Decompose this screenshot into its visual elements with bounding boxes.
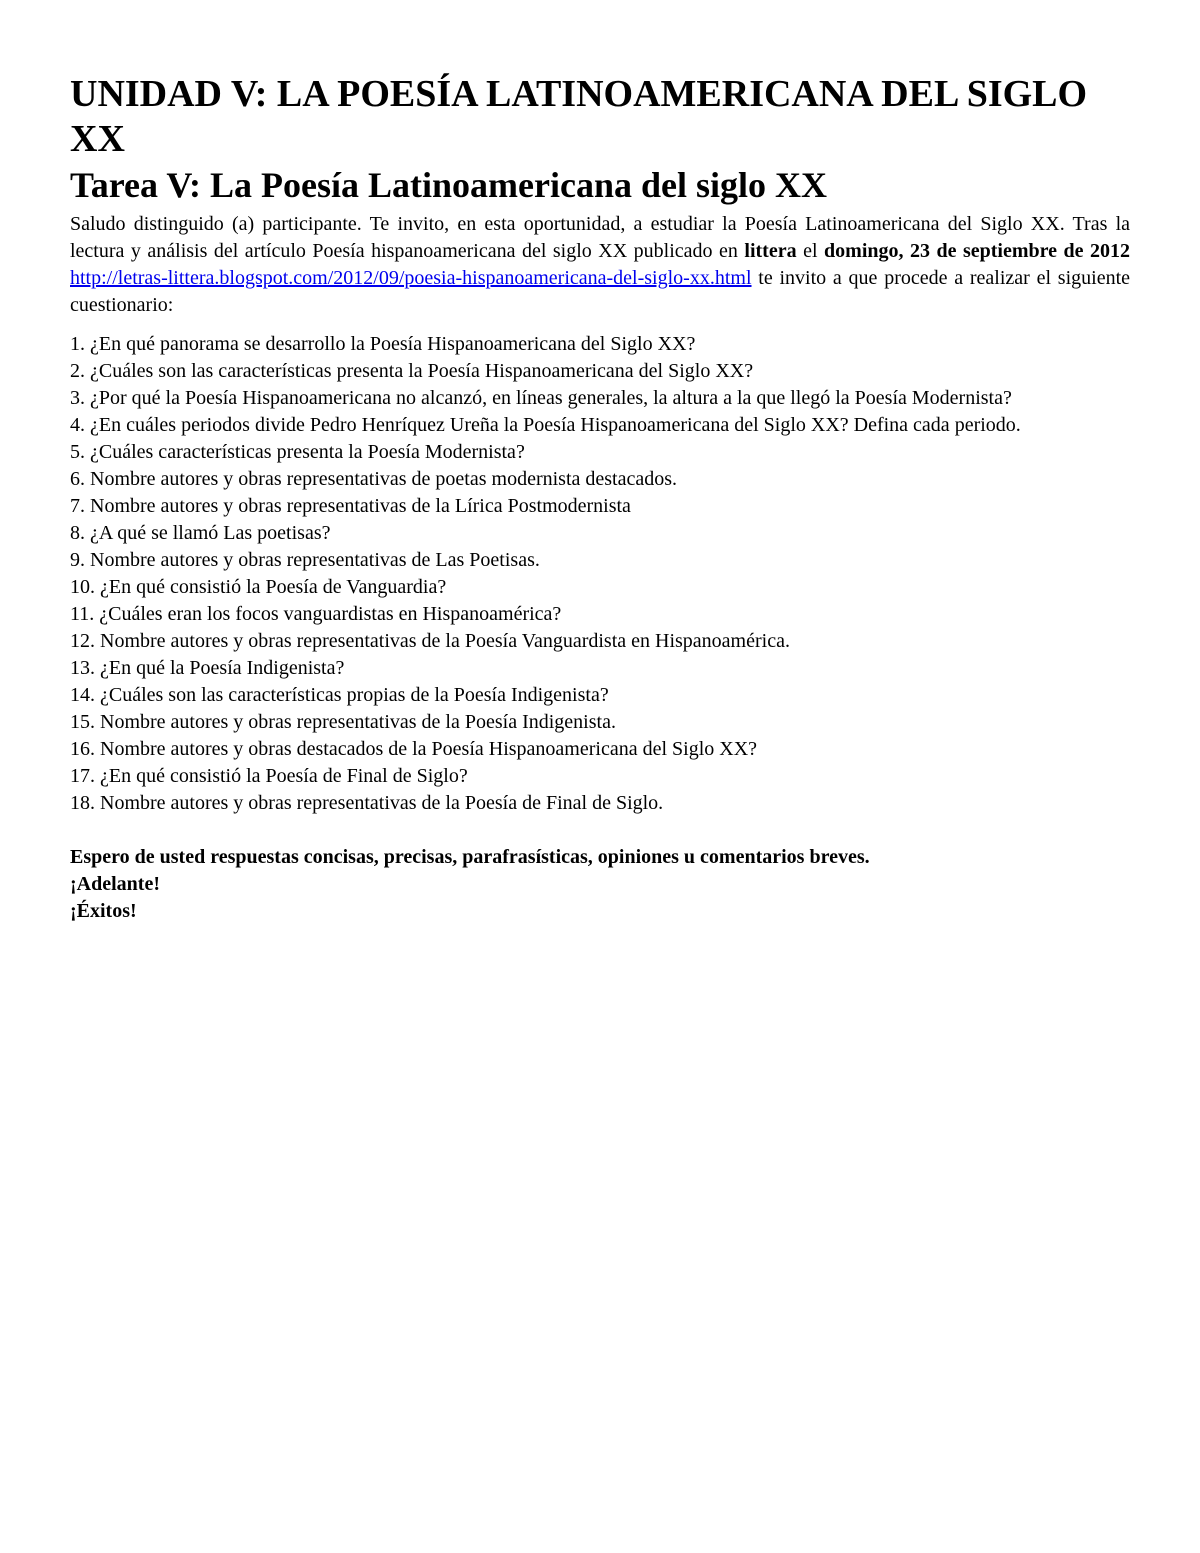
- question-item: 10. ¿En qué consistió la Poesía de Vanguardia?: [70, 576, 447, 598]
- question-item: 7. Nombre autores y obras representativas de la Lírica Postmodernista: [70, 495, 631, 517]
- question-item: 1. ¿En qué panorama se desarrollo la Poesía Hispanoamericana del Siglo XX?: [70, 333, 696, 355]
- intro-bold-date: domingo, 23 de septiembre de 2012: [824, 240, 1131, 262]
- intro-text: Saludo distinguido (a) participante. Te invito, en esta oportunidad, a estudiar la Poesía Latinoamericana del Siglo XX. Tras la lectura y análisis del artículo Poesía hispanoamericana del siglo XX publicado en: [70, 213, 1130, 262]
- article-link[interactable]: http://letras-littera.blogspot.com/2012/09/poesia-hispanoamericana-del-siglo-xx.html: [70, 267, 752, 289]
- question-item: 12. Nombre autores y obras representativas de la Poesía Vanguardista en Hispanoamérica.: [70, 630, 790, 652]
- question-item: 18. Nombre autores y obras representativas de la Poesía de Final de Siglo.: [70, 792, 664, 814]
- question-item: 9. Nombre autores y obras representativas de Las Poetisas.: [70, 549, 540, 571]
- intro-bold-source: littera: [744, 240, 797, 262]
- intro-text: el: [796, 240, 825, 262]
- closing-instruction: Espero de usted respuestas concisas, precisas, parafrasísticas, opiniones u comentarios breves.: [70, 846, 870, 868]
- question-item: 4. ¿En cuáles periodos divide Pedro Henríquez Ureña la Poesía Hispanoamericana del Siglo XX? Defina cada periodo.: [70, 414, 1021, 436]
- intro-text: te invito a que procede a realizar el siguiente cuestionario:: [70, 267, 1130, 316]
- question-item: 3. ¿Por qué la Poesía Hispanoamericana no alcanzó, en líneas generales, la altura a la que llegó la Poesía Modernista?: [70, 387, 1012, 409]
- question-item: 16. Nombre autores y obras destacados de la Poesía Hispanoamericana del Siglo XX?: [70, 738, 758, 760]
- task-title: Tarea V: La Poesía Latinoamericana del siglo XX: [70, 165, 828, 205]
- question-item: 13. ¿En qué la Poesía Indigenista?: [70, 657, 345, 679]
- question-item: 14. ¿Cuáles son las características propias de la Poesía Indigenista?: [70, 684, 609, 706]
- unit-title: UNIDAD V: LA POESÍA LATINOAMERICANA DEL SIGLO XX: [70, 73, 1088, 160]
- question-item: 17. ¿En qué consistió la Poesía de Final de Siglo?: [70, 765, 468, 787]
- question-item: 8. ¿A qué se llamó Las poetisas?: [70, 522, 331, 544]
- question-item: 15. Nombre autores y obras representativas de la Poesía Indigenista.: [70, 711, 616, 733]
- question-item: 2. ¿Cuáles son las características presenta la Poesía Hispanoamericana del Siglo XX?: [70, 360, 754, 382]
- questions-list: [70, 331, 1130, 817]
- question-item: 11. ¿Cuáles eran los focos vanguardistas en Hispanoamérica?: [70, 603, 562, 625]
- closing-block: [70, 844, 1130, 925]
- question-item: 6. Nombre autores y obras representativas de poetas modernista destacados.: [70, 468, 678, 490]
- closing-cheer: ¡Adelante!: [70, 873, 160, 895]
- intro-paragraph: [70, 211, 1130, 319]
- question-item: 5. ¿Cuáles características presenta la Poesía Modernista?: [70, 441, 525, 463]
- closing-success: ¡Éxitos!: [70, 900, 137, 922]
